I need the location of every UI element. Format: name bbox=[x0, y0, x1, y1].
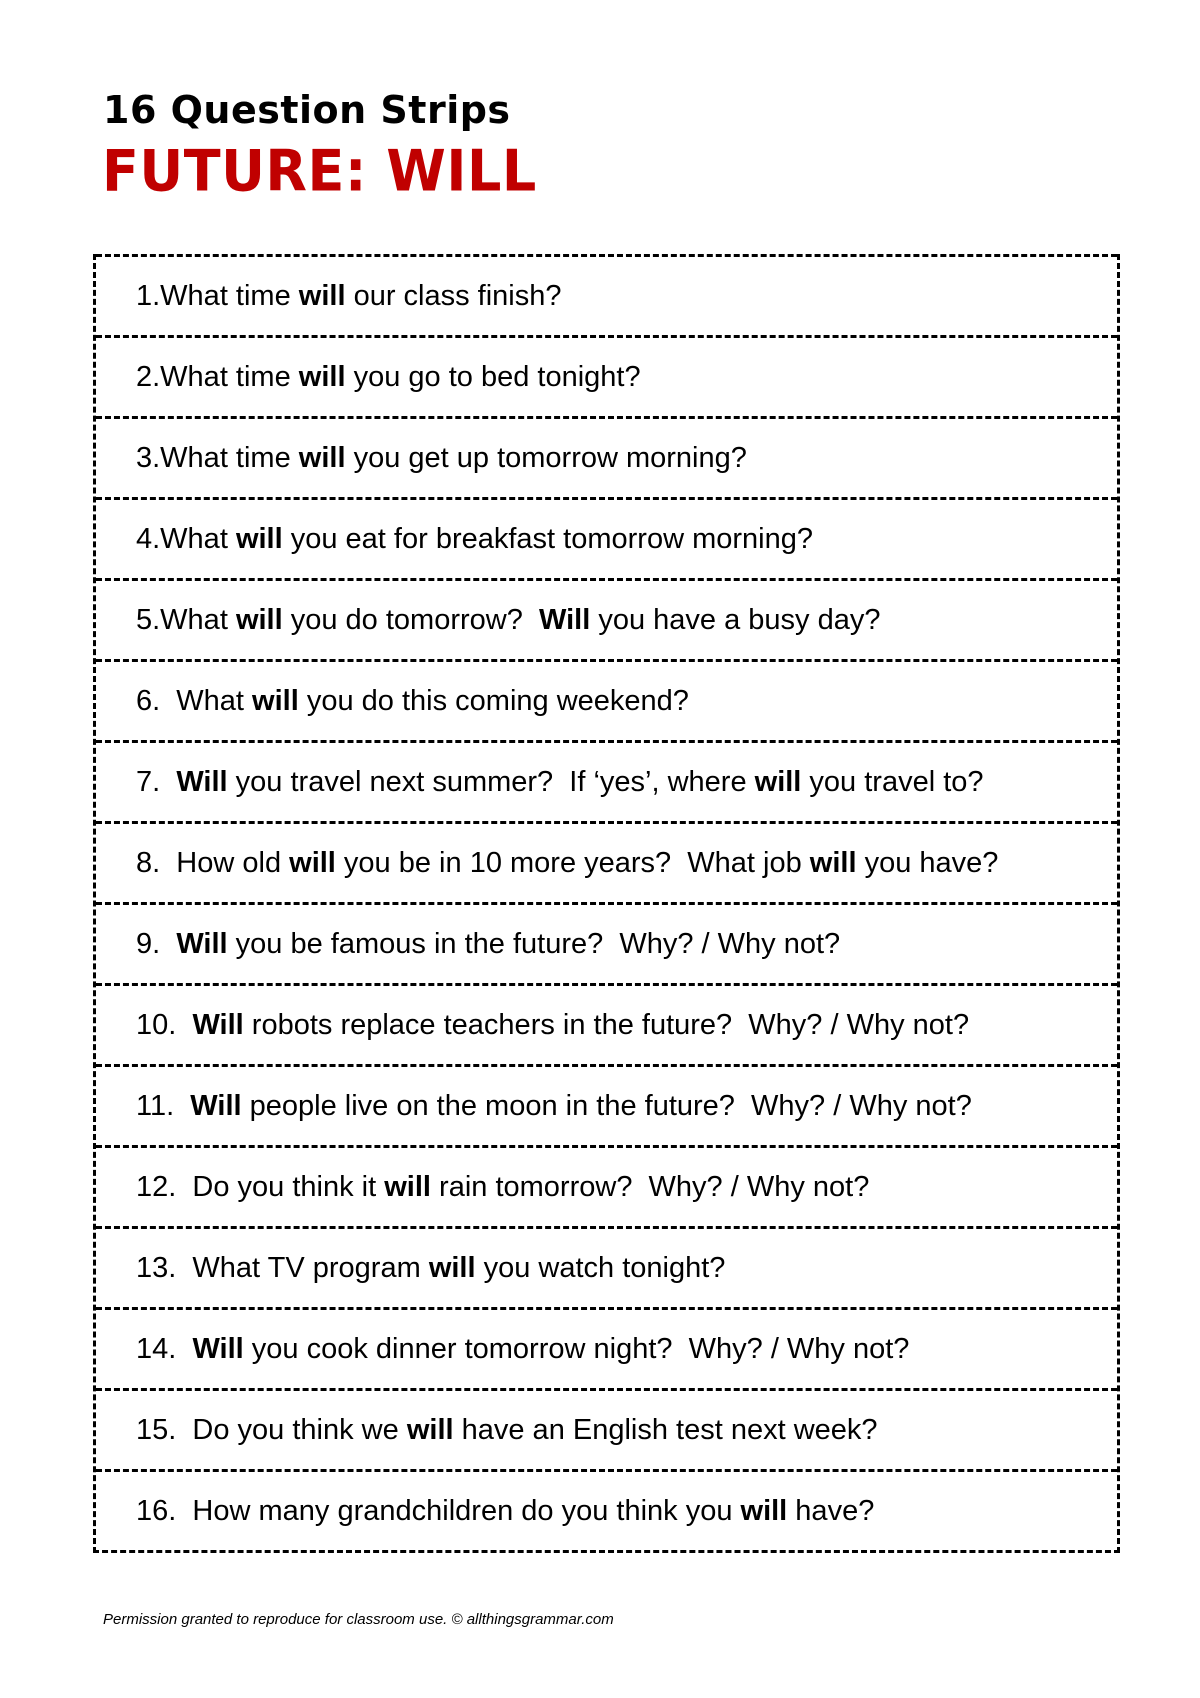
question-text: you go to bed tonight? bbox=[345, 360, 641, 393]
question-text: 8. How old bbox=[136, 846, 290, 879]
question-strip-4 bbox=[96, 497, 1117, 578]
copyright-footer: Permission granted to reproduce for classroom use. © allthingsgrammar.com bbox=[103, 1611, 614, 1628]
question-text: 15. Do you think we bbox=[136, 1413, 407, 1446]
keyword-will: will bbox=[235, 522, 283, 555]
question-text: 13. What TV program bbox=[136, 1251, 429, 1284]
question-text: 14. bbox=[136, 1332, 193, 1365]
keyword-will: Will bbox=[190, 1089, 242, 1122]
question-text: 6. What bbox=[136, 684, 253, 717]
question-strip-16 bbox=[96, 1469, 1117, 1550]
question-text: 7. bbox=[136, 765, 177, 798]
question-text: you be in 10 more years? What job bbox=[335, 846, 810, 879]
keyword-will: will bbox=[289, 846, 336, 879]
question-strip-3 bbox=[96, 416, 1117, 497]
keyword-will: will bbox=[298, 441, 346, 474]
question-text: you have a busy day? bbox=[590, 603, 881, 636]
question-text: 16. How many grandchildren do you think you bbox=[136, 1494, 741, 1527]
question-text: 2.What time bbox=[136, 360, 299, 393]
keyword-will: will bbox=[252, 684, 299, 717]
question-text: our class finish? bbox=[345, 279, 562, 312]
question-strip-6 bbox=[96, 659, 1117, 740]
question-text: you travel next summer? If ‘yes’, where bbox=[227, 765, 755, 798]
question-text: 12. Do you think it bbox=[136, 1170, 385, 1203]
keyword-will: Will bbox=[176, 765, 228, 798]
question-text: you do tomorrow? bbox=[282, 603, 539, 636]
question-text: you have? bbox=[856, 846, 999, 879]
keyword-will: will bbox=[298, 279, 346, 312]
question-text: 10. bbox=[136, 1008, 193, 1041]
question-strip-5 bbox=[96, 578, 1117, 659]
question-text: have an English test next week? bbox=[453, 1413, 878, 1446]
question-text: you get up tomorrow morning? bbox=[345, 441, 747, 474]
question-text: have? bbox=[787, 1494, 875, 1527]
question-text: rain tomorrow? Why? / Why not? bbox=[430, 1170, 870, 1203]
question-text: you cook dinner tomorrow night? Why? / Why not? bbox=[243, 1332, 910, 1365]
keyword-will: will bbox=[298, 360, 346, 393]
question-text: you be famous in the future? Why? / Why not? bbox=[227, 927, 841, 960]
question-text: 11. bbox=[136, 1089, 191, 1122]
question-text: 4.What bbox=[136, 522, 236, 555]
keyword-will: will bbox=[384, 1170, 431, 1203]
question-text: you watch tonight? bbox=[475, 1251, 726, 1284]
keyword-will: will bbox=[406, 1413, 454, 1446]
keyword-will: will bbox=[809, 846, 857, 879]
question-text: 5.What bbox=[136, 603, 236, 636]
question-strip-14 bbox=[96, 1307, 1117, 1388]
question-strip-10 bbox=[96, 983, 1117, 1064]
question-strip-2 bbox=[96, 335, 1117, 416]
keyword-will: Will bbox=[538, 603, 591, 636]
question-strip-1 bbox=[96, 254, 1117, 335]
question-strip-8 bbox=[96, 821, 1117, 902]
question-text: you eat for breakfast tomorrow morning? bbox=[282, 522, 813, 555]
question-text: 3.What time bbox=[136, 441, 299, 474]
question-text: you travel to? bbox=[801, 765, 984, 798]
question-text: you do this coming weekend? bbox=[298, 684, 689, 717]
question-strip-15 bbox=[96, 1388, 1117, 1469]
keyword-will: will bbox=[754, 765, 802, 798]
page-subtitle: FUTURE: WILL bbox=[102, 138, 537, 205]
question-strip-13 bbox=[96, 1226, 1117, 1307]
keyword-will: Will bbox=[176, 927, 228, 960]
question-strips bbox=[93, 254, 1120, 1553]
page-heading: 16 Question Strips bbox=[103, 88, 511, 132]
question-text: 1.What time bbox=[136, 279, 299, 312]
question-text: people live on the moon in the future? Why? / Why not? bbox=[241, 1089, 972, 1122]
keyword-will: will bbox=[740, 1494, 788, 1527]
question-text: 9. bbox=[136, 927, 177, 960]
question-strip-9 bbox=[96, 902, 1117, 983]
keyword-will: Will bbox=[192, 1332, 244, 1365]
question-strip-7 bbox=[96, 740, 1117, 821]
keyword-will: will bbox=[235, 603, 283, 636]
keyword-will: will bbox=[428, 1251, 476, 1284]
question-strip-11 bbox=[96, 1064, 1117, 1145]
question-strip-12 bbox=[96, 1145, 1117, 1226]
keyword-will: Will bbox=[192, 1008, 244, 1041]
question-text: robots replace teachers in the future? Why? / Why not? bbox=[243, 1008, 970, 1041]
